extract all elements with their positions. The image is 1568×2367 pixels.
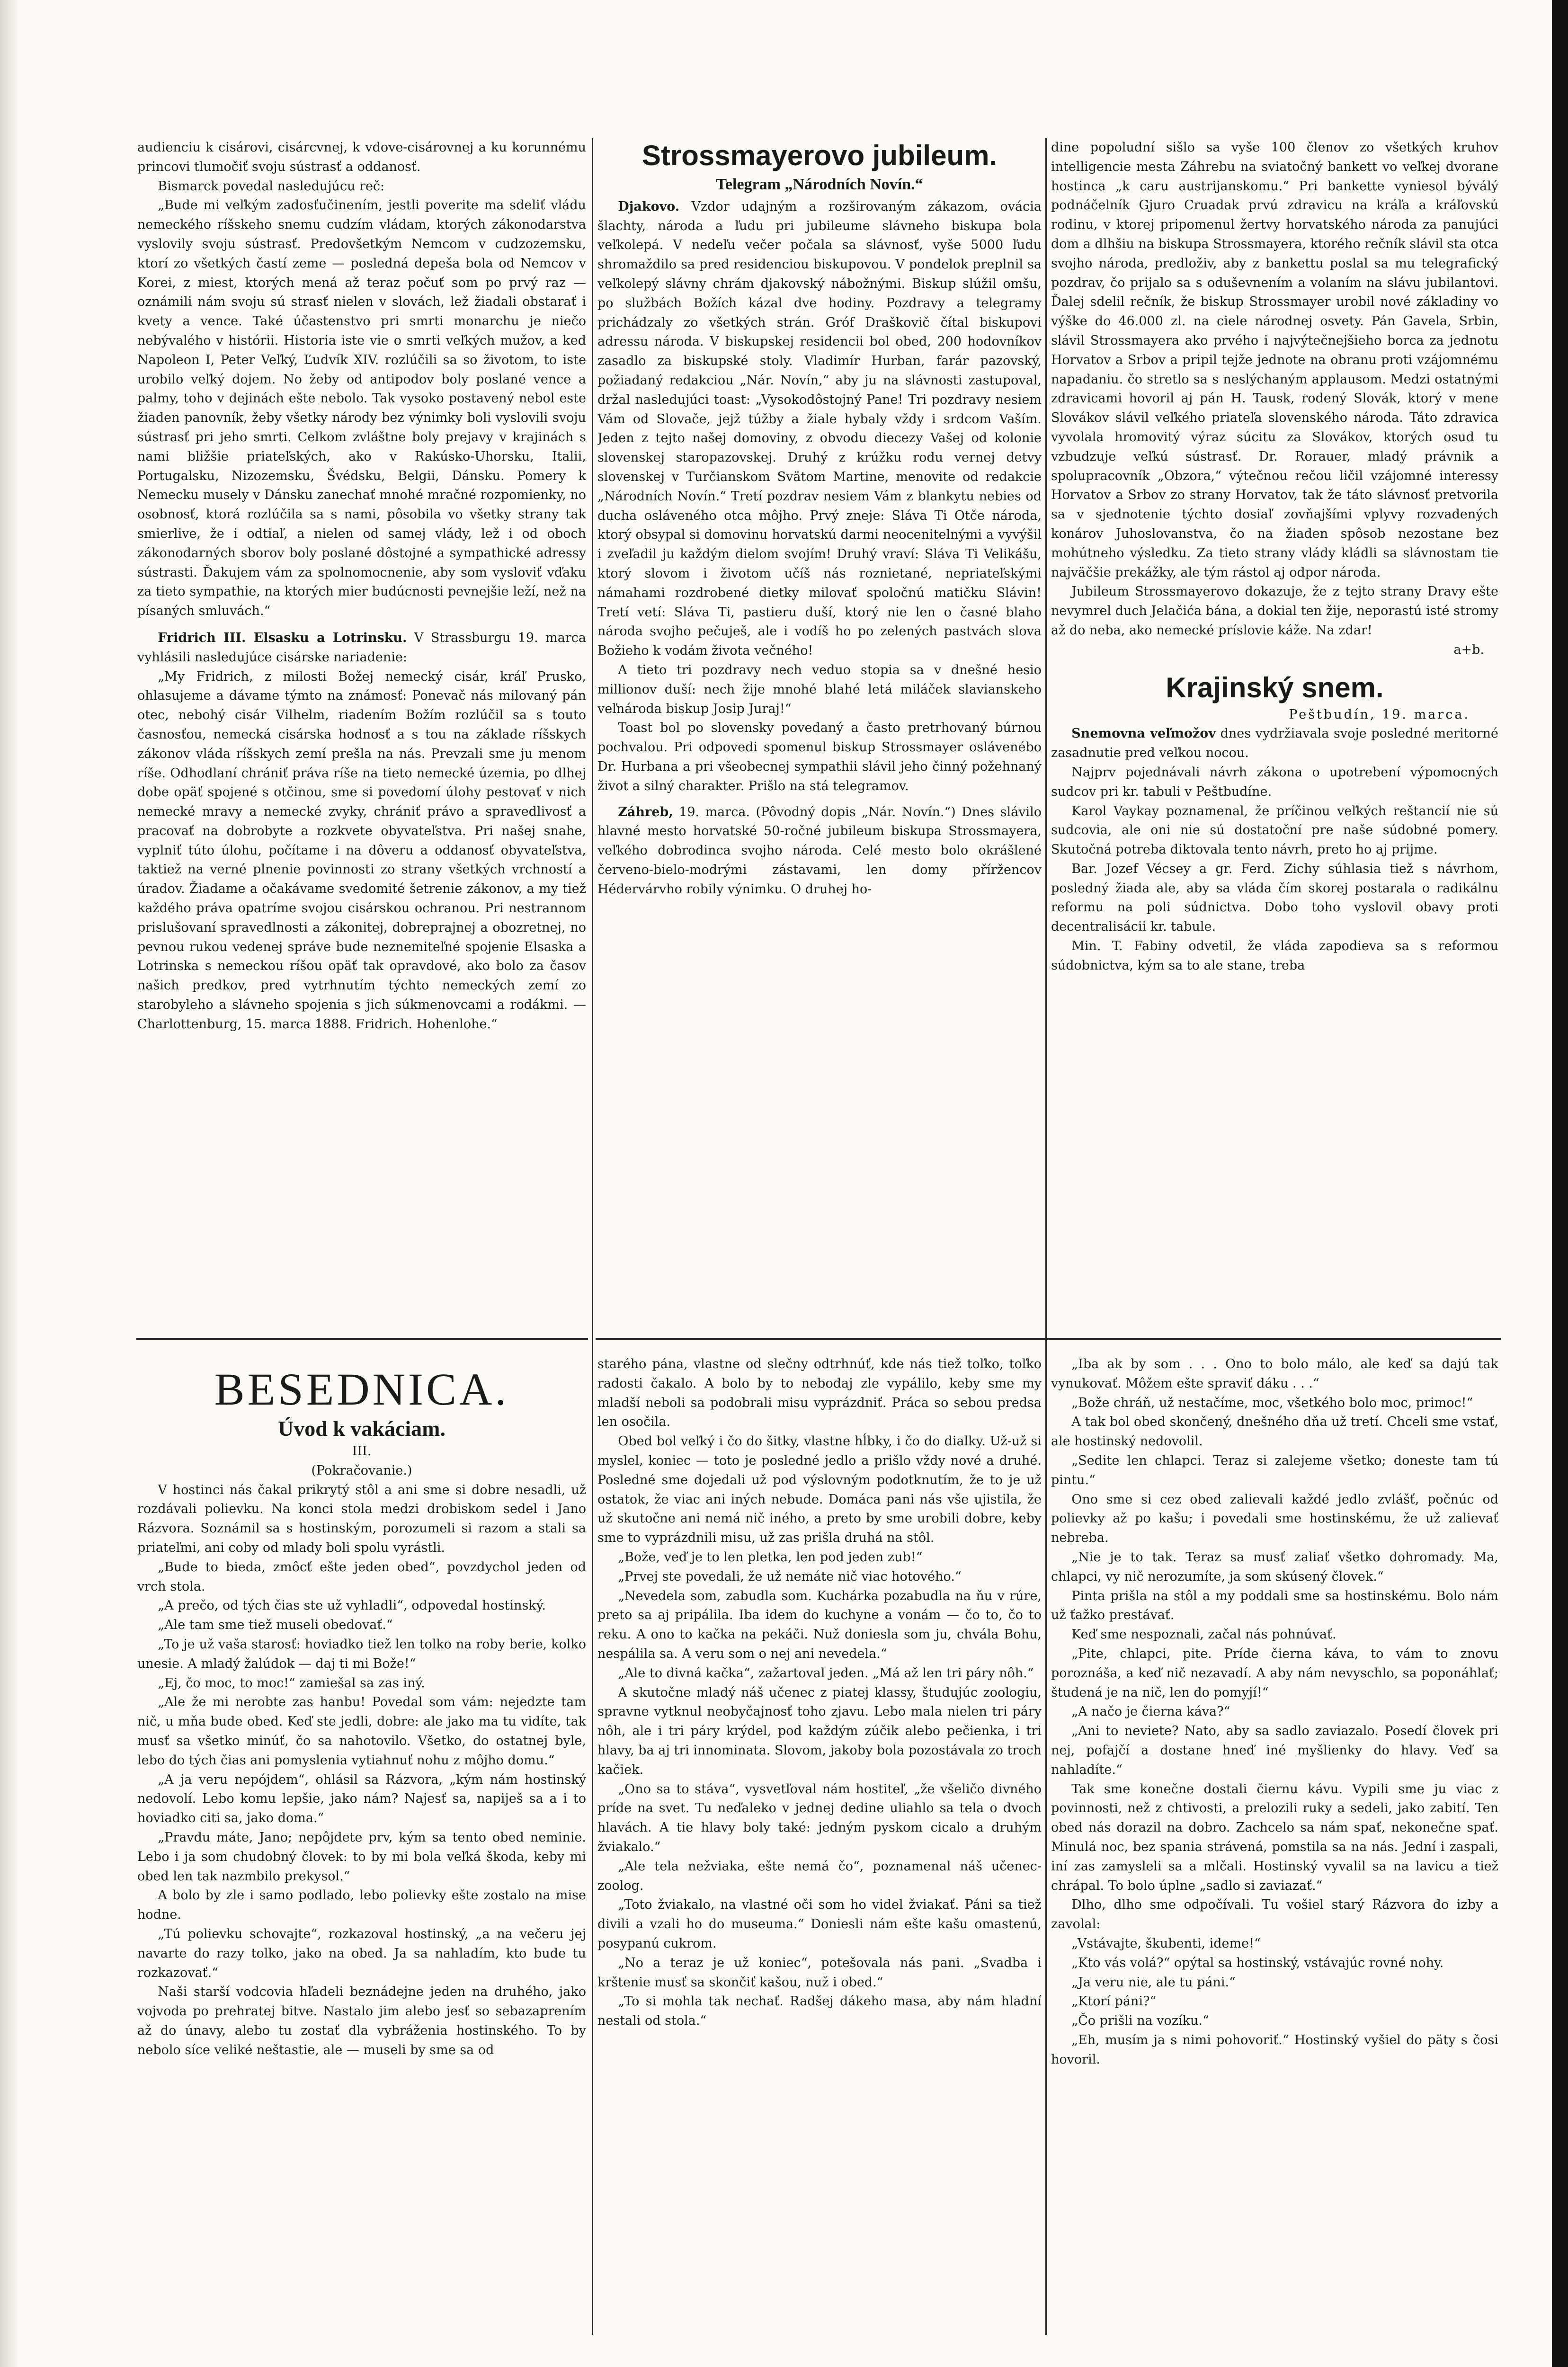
zahreb-continued: dine popoludní sišlo sa vyše 100 členov zo všetkých kruhov intelligencie mesta Záhrebu na sviatočný bankett vo veľkej dvorane hostinca „k caru austrijanskomu.“ Pri bankette vyniesol býválý podnáčelník Gjuro Cruadak prvú zdravicu na kráľa a kráľovskú rodinu, v ktorej pripomenul žertvy horvatského národa za panujúci dom a dlhšiu na biskupa Strossmayera, ktorého rečník slávil sta otca svojho národa, predloživ, aby z bankettu poslal sa mu telegrafický pozdrav, čo prijalo sa s oduševnením a volaním na slávu jubilantovi. Ďalej sdelil rečník, že biskup Strossmayer urobil nové základiny vo výške do 46.000 zl. na ciele národnej osvety. Pán Gavela, Srbin, slávil Strossmayera ako prvého i najvýtečnejšieho borca za jednotu Horvatov a Srbov a pripil tejže jednote na obranu proti vzájomnému napadaniu. čo stretlo sa s neslýchaným applausom. Medzi ostatnými zdravicami hovoril aj pán H. Tausk, rodený Slovák, ktorý v mene Slovákov slávil veľkého priateľa slovenského národa. Táto zdravica vyvolala hromovitý výraz súcitu za Slovákov, ktorých osud tu vzbudzuje veľkú sústrasť. Dr. Rorauer, mladý právnik a spolupracovník „Obzora,“ výtečnou rečou ličil vzájomné interessy Horvatov a Srbov zo strany Horvatov, tak že táto slávnosť pretvorila sa v sjednotenie týchto dosiaľ zovňajšími vplyvy rozvadených konárov Juhoslovanstva, čo na žiaden spôsob nezostane bez mohútneho výsledku. Za tieto strany vlády kládli sa slávnostam tie najväčšie prekážky, ale tým rástol aj odpor národa. [1051,140,1498,580]
besednica-paragraph-3: „A prečo, od tých čias ste už vyhladli“, odpovedal hostinský. [158,1598,546,1613]
story-col2-paragraph-6: „Ale to divná kačka“, zažartoval jeden. „Má až len tri páry nôh.“ [618,1665,1034,1681]
story-col2-paragraph-2: Obed bol veľký i čo do šitky, vlastne hĺbky, i čo do dialky. Už-už si myslel, koniec — toto je posledné jedlo a prišlo vždy nové a druhé. Posledné sme dojedali už pod výslovným podotknutím, že to je už ostatok, že viac ani iných nebude. Domáca pani nás vše ujistila, že už skutočne ani nemá nič iného, a preto by sme urobili dobre, keby sme to vyprázdnili misu, už zas prišla druhá na stôl. [597,1434,1042,1546]
article-opening: audienciu k cisárovi, cisárcvnej, k vdove-cisárovnej a ku korunnému princovi tlumočiť svoju sústrasť a oddanosť. [137,140,586,174]
story-col3-paragraph-8: Keď sme nespoznali, začal nás pohnúvať. [1071,1627,1336,1642]
krajinsky-title: Krajinský snem. [1166,671,1384,703]
column-1-top [137,138,586,1310]
story-col2-paragraph-1: starého pána, vlastne od slečny odtrhnúť, kde nás tiež toľko, toľko radosti čakalo. A bolo by to nebodaj zle vypálilo, keby sme my mladší neboli sa podobrali misu vyprázdniť. Práca so sebou predsa len osočila. [597,1357,1042,1430]
page-right-edge [1552,0,1568,2367]
djakovo-paragraph: Djakovo. Vzdor udajným a rozširovaným zákazom, ovácia šlachty, národa a ľudu pri jubileume slávneho biskupa bola veľkolepá. V nedeľu večer počala sa slávnosť, vyše 5000 ľudu shromaždilo sa pred residenciou biskupovou. V pondelok preplnil sa veľkolepý slávny chrám djakovský nábožnými. Biskup slúžil omšu, po službách Božích kázal dve hodiny. Pozdravy a telegramy prichádzaly zo všetkých strán. Gróf Draškovič čítal biskupovi adressu národa. V biskupskej residencii bol obed, 200 hodovníkov zasadlo za biskupské stoly. Vladimír Hurban, farár pazovský, požiadaný redakciou „Nár. Novín,“ aby ju na slávnosti zastupoval, držal nasledujúci toast: „Vysokodôstojný Pane! Tri pozdravy nesiem Vám od Slovače, jejž túžby a žiale hybaly vždy i srdcom Vaším. Jeden z tejto našej domoviny, z obvodu diecezy Vašej od kolonie slovenskej staropazovskej. Druhý z krúžku rodu vernej detvy slovenskej v Turčianskom Svätom Martine, menovite od redakcie „Národních Novín.“ Tretí pozdrav nesiem Vám z blankytu nebies od ducha osláveného otca môjho. Prvý zneje: Sláva Ti Otče národa, ktorý obsypal si domovinu horvatskú darmi neocenitelnými a vyvýšil i zveľadil ju každým dielom svojím! Druhý vraví: Sláva Ti Velikášu, ktorý slovom i životom učíš nás roznietané, nepriateľskými námahami rozdrobené dietky milovať spoločnú matičku Slávin! Tretí vetí: Sláva Ti, pastieru duší, ktorý nie len o časné blaho národa svojho pečuješ, ale i vodíš ho po zelených pastvách slova Božieho k vodám života večného! [597,199,1042,658]
krajinsky-dateline: Peštbudín, 19. marca. [1289,707,1470,722]
story-col3-paragraph-9: „Pite, chlapci, pite. Príde čierna káva, to vám to znovu poroznáša, a keď nič nezavadí. A aby nám nevyschlo, sa poponáhlať; študená je na nič, len do pomyjí!“ [1051,1646,1498,1700]
story-col2-paragraph-3: „Bože, veď je to len pletka, len pod jeden zub!“ [618,1549,923,1565]
krajinsky-paragraph-3: Bar. Jozef Vécsey a gr. Ferd. Zichy súhlasia tiež s návrhom, posledný žiada ale, aby sa vláda čím skorej postarala o radikálnu reformu na poli súdnictva. Dobo toho vyslovil obavy proti decentralisácii kr. tabule. [1051,861,1498,934]
column-rule-1 [592,138,593,2335]
besednica-masthead: BESEDNICA. [214,1364,509,1415]
krajinsky-paragraph-2: Karol Vaykay poznamenal, že príčinou veľkých reštancií nie sú sudcovia, ale oni nie sú dostatoční pre naše súdobné pomery. Skutočná potreba diktovala tento návrh, preto ho aj prijme. [1051,803,1498,857]
toast-reception: Toast bol po slovensky povedaný a často pretrhovaný búrnou pochvalou. Pri odpovedi spomenul biskup Strossmayer oslávenébo Dr. Hurbana a pri všeobecnej sympathii slávil jeho činný požehnaný život a silný charakter. Prišlo na stá telegramov. [597,721,1042,793]
story-col3-paragraph-15: „Kto vás volá?“ opýtal sa hostinský, vstávajúc rovné nohy. [1071,1955,1444,1970]
elsass-paragraph [137,629,586,667]
elsass-proclamation: „My Fridrich, z milosti Božej nemecký cisár, kráľ Prusko, ohlasujeme a dávame týmto na známosť: Ponevač nás milovaný pán otec, nebohý cisár Vilhelm, riadením Božím rozlúčil sa s touto časnosťou, nemecká cisárska hodnosť a s tou na základe ríšskych zákonov vláda ríšskych zemí prešla na nás. Prevzali sme ju menom ríše. Odhodlaní chrániť práva ríše na tieto nemecké územia, po dlhej dobe opäť spojené s otčinou, sme si povedomí úlohy pestovať v nich nemecké mravy a nemecké zvyky, chrániť právo a spravedlivosť a pracovať na dobrobyte a rozkvete obyvateľstva. Pri našej snahe, vyplniť túto úlohu, počítame i na dôveru a oddanosť obyvateľstva, taktiež na verné plnenie povinnosti zo strany všetkých vrchností a úradov. Žiadame a očakávame svedomité šetrenie zákonov, a my tiež každého práva opatríme svojou cisárskou ochranou. Pri nestrannom prislušovaní spravedlnosti a zákonitej, dobreprajnej a obozretnej, no pevnou rukou vedenej správe bude neznemiteľné spojenie Elsaska a Lotrinska s nemeckou ríšou opäť tak opravdové, ako bolo za časov našich predkov, pred vytrhnutím týchto nemeckých zemí zo starobyleho a slávneho spojenia s jich súkmenovcami a rodákmi. — Charlottenburg, 15. marca 1888. Fridrich. Hohenlohe.“ [137,669,586,1032]
story-col3-paragraph-7: Pinta prišla na stôl a my poddali sme sa hostinskému. Bolo nám už ťažko prestávať. [1051,1588,1498,1623]
besednica-paragraph-10: A bolo by zle i samo podlado, lebo polievky ešte zostalo na mise hodne. [137,1888,586,1922]
page-left-edge [0,0,19,2367]
jubileum-conclusion: Jubileum Strossmayerovo dokazuje, že z tejto strany Dravy ešte nevymrel duch Jelačića bána, a dokial ten žije, neporastú isté stromy až do neba, ako nemecké príslovie káže. Na zdar! [1051,584,1498,638]
zahreb-paragraph: Záhreb, 19. marca. (Pôvodný dopis „Nár. Novín.“) Dnes slávilo hlavné mesto horvatské 50-ročné jubileum biskupa Strossmayera, veľkého dobrodinca svojho národa. Celé mesto bolo okrášlené červeno-bielo-modrými zástavami, len domy příržencov Hédervárvho robily výnimku. O druhej ho- [597,804,1042,897]
besednica-paragraph-11: „Tú polievku schovajte“, rozkazoval hostinský, „a na večeru jej navarte do razy tolko, jako na obed. Ja sa nahladím, kto bude tu rozkazovať.“ [137,1926,586,1980]
strossmayer-subtitle: Telegram „Národních Novín.“ [716,176,923,193]
bismarck-intro: Bismarck povedal nasledujúcu reč: [158,178,385,194]
besednica-paragraph-1: V hostinci nás čakal prikrytý stôl a ani sme si dobre nesadli, už rozdávali polievku. Na konci stola medzi drobiskom sedel i Jano Rázvora. Soznámil sa s hostinským, porozumeli si razom a stali sa priateľmi, ani coby od mlady boli spolu vyrástli. [137,1482,586,1555]
krajinsky-paragraph-1: Najprv pojednávali návrh zákona o upotrebení výpomocných sudcov pri kr. tabuli v Peštbudíne. [1051,765,1498,799]
story-col2-paragraph-12: „To si mohla tak nechať. Radšej dákeho masa, aby nám hladní nestali od stola.“ [597,1994,1042,2029]
column-2-top [597,138,1042,1310]
besednica-continuation: (Pokračovanie.) [311,1463,412,1478]
elsass-heading: Fridrich III. Elsasku a Lotrinsku. [158,630,407,645]
story-col3-paragraph-3: A tak bol obed skončený, dnešného dňa už tretí. Chceli sme vstať, ale hostinský nedovolil. [1051,1415,1498,1449]
besednica-part: III. [352,1444,372,1459]
besednica-paragraph-9: „Pravdu máte, Jano; nepôjdete prv, kým sa tento obed neminie. Lebo i ja som chudobný človek: to by mi bola veľká škoda, keby mi obed len tak nazmbilo prekysol.“ [137,1830,586,1884]
story-col3-paragraph-2: „Bože chráň, už nestačíme, moc, všetkého bolo moc, primoc!“ [1071,1395,1473,1410]
djakovo-heading: Djakovo. [618,199,680,214]
bismarck-speech: „Bude mi veľkým zadosťučinením, jestli poverite ma sdeliť vládu nemeckého ríšskeho snemu cudzím vládam, ktorých zákonodarstva vyslovily svoju sústrasť. Predovšetkým Nemcom v cudzozemsku, ktorí zo všetkých častí zeme — posledná depeša bola od Nemcov v Korei, z miest, ktorých mená až teraz počuť som po prvý raz — oznámili nám svoju sú strasť nielen v slovách, lež žiadali obstarať i kvety a vence. Také účastenstvo pri smrti monarchu je niečo nebývalého v histórii. Historia iste vie o smrti veľkých mužov, a keď Napoleon I, Peter Veľký, Ľudvík XIV. rozlúčili sa so životom, to iste urobilo veľký dojem. No žeby od antipodov boly poslané vence a palmy, toho v dejinách ešte nebolo. Tak vysoko postavený nebol este žiaden panovník, žeby všetky národy bez výnimky boli vyslovili svoju sústrasť pri jeho smrti. Celkom zvláštne boly prejavy v krajinách s nami bližšie priateľských, ako v Rakúsko-Uhorsku, Italii, Portugalsku, Nizozemsku, Švédsku, Belgii, Dánsku. Pomery k Nemecku musely v Dánsku zanechať mnohé mračné rozpomienky, no osobnosť, ktorá rozlúčila sa s nami, pôsobila vo všetky strany tak smierlive, že i odtiaľ, a nielen od samej vlády, lež i od obоch zákonodarných sborov boly poslané dôstojné a sympathické adressy sústrasti. Ďakujem vám za spolnomocnenie, aby som vysloviť vďaku za tieto sympathie, na ktorých mier budúcnosti pevnejšie leží, než na písaných smluvách.“ [137,198,586,619]
snemovna-heading: Snemovna veľmožov [1071,726,1216,741]
snemovna-paragraph: Snemovna veľmožov dnes vydržiavala svoje posledné meritorné zasadnutie pred veľkou nocou. [1051,726,1498,761]
story-col3-paragraph-14: „Vstávajte, škubenti, ideme!“ [1071,1936,1261,1951]
column-3-bottom [1051,1355,1498,2339]
story-col3-paragraph-1: „Iba ak by som . . . Ono to bolo málo, ale keď sa dajú tak vynukovať. Môžem ešte spraviť dáku . . .“ [1051,1357,1498,1391]
story-col2-paragraph-8: „Ono sa to stáva“, vysvetľoval nám hostiteľ, „že všeličo divného príde na svet. Tu neďaleko v jednej dedine uliahlo sa tela o dvoch hlavách. A tie hlavy boly také: jedným pyskom cicalo a druhým žviakalo.“ [597,1781,1042,1854]
besednica-paragraph-4: „Ale tam sme tiež museli obedovať.“ [158,1618,393,1633]
besednica-paragraph-7: „Ale že mi nerobte zas hanbu! Povedal som vám: nejedzte tam nič, u mňa bude obed. Keď ste jedli, dobre: ale jako ma tu vidíte, tak musť sa všetko minúť, čo sa nahotovilo. Všetko, do ostatnej byle, lebo do tých čias ani pomyslenia vytiahnuť nohu z môjho domu.“ [137,1695,586,1768]
story-col3-paragraph-19: „Eh, musím ja s nimi pohovoriť.“ Hostinský vyšiel do päty s čosi hovoril. [1051,2032,1498,2067]
besednica-paragraph-8: „A ja veru nepójdem“, ohlásil sa Rázvora, „kým nám hostinský nedovolí. Lebo komu lepšie, jako nám? Najesť sa, napiješ sa a i to hoviadko citi sa, jako doma.“ [137,1772,586,1826]
column-3-top [1051,138,1498,1310]
column-rule-2 [1045,138,1047,2335]
author-signature: a+b. [1453,642,1484,657]
besednica-paragraph-5: „To je už vaša starosť: hoviadko tiež len tolko na roby berie, kolko unesie. A mladý žalúdok — daj ti mi Bože!“ [137,1637,586,1671]
section-rule-left [136,1338,588,1340]
story-col3-paragraph-12: Tak sme konečne dostali čiernu kávu. Vypili sme ju viac z povinnosti, než z chtivosti, a prelozili ruky a sedeli, jako zabití. Ten obed nás dorazil na dobro. Zachcelo sa nám spať, nekonečne spať. Minulá noc, bez spania strávená, pomstila sa na nás. Jední i zaspali, iní zas zamysleli sa a mlčali. Hostinský vyvalil sa na lavicu a tiež chrápal. To bolo úplne „sadlo si zaviazať.“ [1051,1781,1498,1893]
section-rule [596,1338,1501,1340]
strossmayer-title: Strossmayerovo jubileum. [641,140,998,171]
zahreb-heading: Záhreb, [618,804,673,819]
story-col3-paragraph-10: „A načo je čierna káva?“ [1071,1704,1230,1719]
besednica-paragraph-2: „Bude to bieda, zmôcť ešte jeden obed“, povzdychol jeden od vrch stola. [137,1559,586,1594]
elsass-intro: V Strassburgu 19. marca vyhlásili nasledujúce cisárske nariadenie: [137,630,586,665]
besednica-paragraph-12: Naši starší vodcovia hľadeli beznádejne jeden na druhého, jako vojvoda po prehratej bitve. Nastalo jim alebo jesť so sebazaprením až do únavy, alebo tu zostať dla vybráženia hostinského. To by nebolo síce veliké neštastie, ale — museli by sme sa od [137,1984,586,2057]
story-col2-paragraph-4: „Prvej ste povedali, že už nemáte nič viac hotového.“ [618,1569,962,1584]
story-col2-paragraph-10: „Toto žviakalo, na vlastné oči som ho videl žviakať. Páni sa tiež divili a vzali ho do museuma.“ Doniesli nám ešte kašu omastenú, posypanú cukrom. [597,1897,1042,1951]
story-col2-paragraph-5: „Nevedela som, zabudla som. Kuchárka pozabudla na ňu v rúre, preto sa aj pripálila. Iba idem do kuchyne a vonám — čo to, čo to reku. A ono to kačka na pekáči. Nuž doniesla som ju, chvála Bohu, nespálila sa. A veru som o nej ani nevedela.“ [597,1588,1042,1661]
story-col3-paragraph-5: Ono sme si cez obed zalievali každé jedlo zvlášť, počnúc od polievky až po kašu; i povedali sme hostinskému, že už zalievať nebreba. [1051,1492,1498,1546]
story-col3-paragraph-17: „Ktorí páni?“ [1071,1994,1157,2009]
story-col3-paragraph-11: „Ani to neviete? Nato, aby sa sadlo zaviazalo. Posedí človek pri nej, pofajčí a dostane hneď iné myšlienky do hlavy. Veď sa nahladíte.“ [1051,1724,1498,1777]
zahreb-date: 19. marca. [679,804,750,819]
besednica-paragraph-6: „Ej, čo moc, to moc!“ zamiešal sa zas iný. [158,1675,425,1691]
story-col3-paragraph-16: „Ja veru nie, ale tu páni.“ [1071,1975,1236,1990]
story-col3-paragraph-13: Dlho, dlho sme odpočívali. Tu vošiel starý Rázvora do izby a zavolal: [1051,1897,1498,1932]
besednica-title: Úvod k vakáciam. [278,1416,445,1441]
toast-ending: A tieto tri pozdravy nech veduo stopia sa v dnešné hesio millionov duší: nech žije mnohé blahé letá miláček slavianskeho veľnároda biskup Josip Juraj!“ [597,662,1042,716]
besednica-column [137,1363,586,2339]
story-col3-paragraph-4: „Sedite len chlapci. Teraz si zalejeme všetko; doneste tam tú pintu.“ [1051,1453,1498,1487]
story-col2-paragraph-7: A skutočne mladý náš učenec z piatej klassy, študujúc zoologiu, spravne vytknul neobyčajnosť toho zjavu. Lebo mala nielen tri páry nôh, ale i tri páry krýdel, pod každým zúčik alebo pečienka, i tri hlavy, ba aj tri innominata. Slovom, jakoby bola pozostávala zo troch kačiek. [597,1685,1042,1777]
story-col3-paragraph-18: „Čo prišli na vozíku.“ [1071,2013,1209,2029]
krajinsky-paragraph-4: Min. T. Fabiny odvetil, že vláda zapodieva sa s reformou súdobnictva, kým sa to ale stane, treba [1051,939,1498,973]
story-col3-paragraph-6: „Nie je to tak. Teraz sa musť zaliať všetko dohromady. Ma, chlapci, vy nič nerozumíte, ja som skúsený človek.“ [1051,1549,1498,1584]
column-2-bottom [597,1355,1042,2339]
story-col2-paragraph-11: „No a teraz je už koniec“, potešovala nás pani. „Svadba i krštenie musť sa skončiť kašou, nuž i obed.“ [597,1955,1042,1990]
story-col2-paragraph-9: „Ale tela nežviaka, ešte nemá čo“, poznamenal náš učenec-zoolog. [597,1859,1042,1893]
